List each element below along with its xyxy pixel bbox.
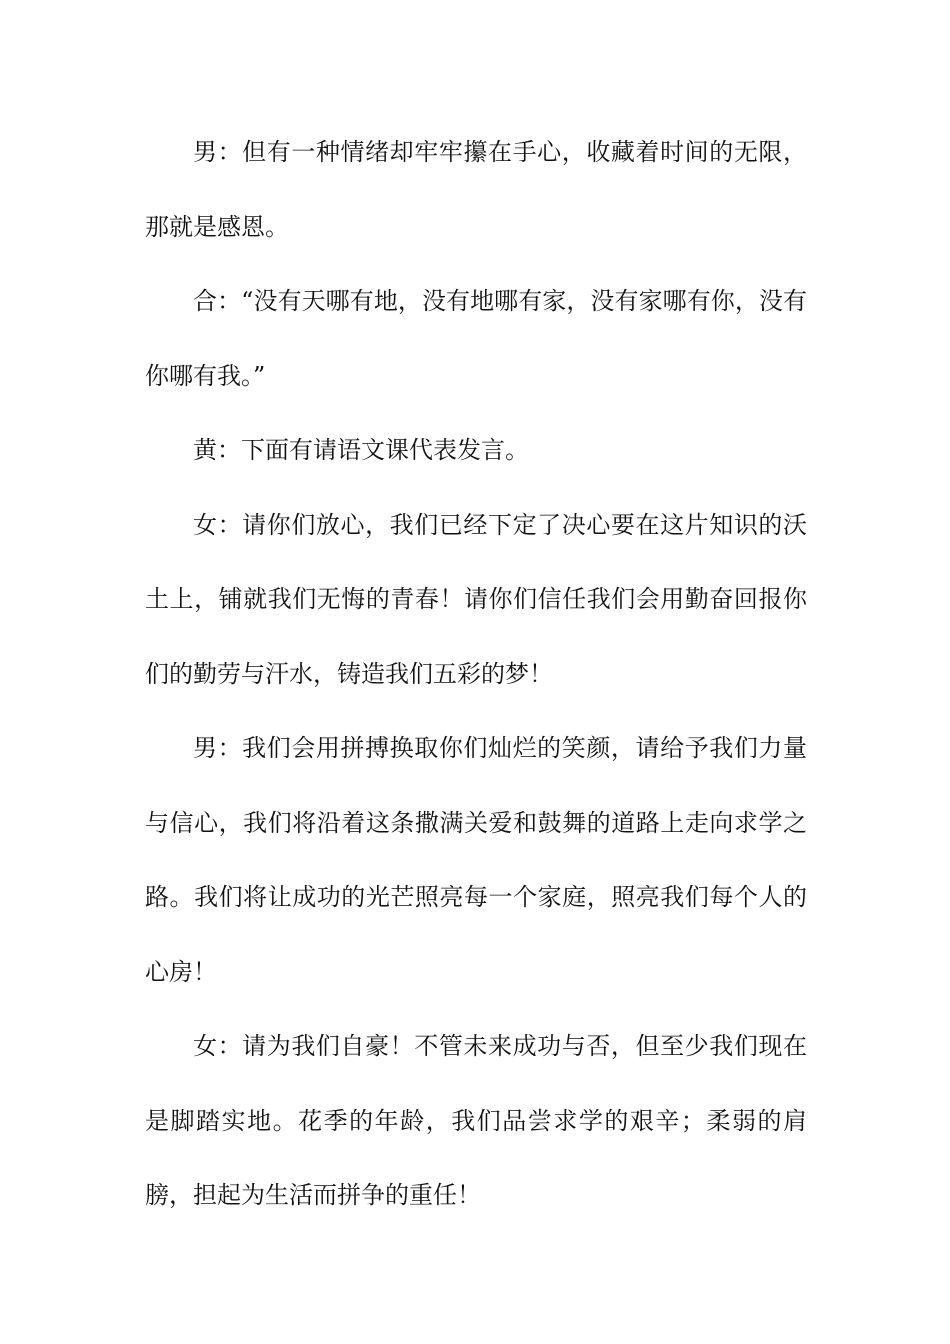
- paragraph: 合：“没有天哪有地，没有地哪有家，没有家哪有你，没有你哪有我。”: [145, 287, 807, 390]
- paragraph: 男：我们会用拼搏换取你们灿烂的笑颜，请给予我们力量与信心，我们将沿着这条撒满关爱和鼓舞的道路上走向求学之路。我们将让成功的光芒照亮每一个家庭，照亮我们每个人的心房！: [145, 734, 807, 986]
- paragraph: 女：请为我们自豪！不管未来成功与否，但至少我们现在是脚踏实地。花季的年龄，我们品尝求学的艰辛；柔弱的肩膀，担起为生活而拼争的重任！: [145, 1032, 807, 1209]
- paragraph: 女：请你们放心，我们已经下定了决心要在这片知识的沃土上，铺就我们无悔的青春！请你们信任我们会用勤奋回报你们的勤劳与汗水，铸造我们五彩的梦！: [145, 510, 807, 688]
- document-body: [145, 115, 807, 1233]
- paragraph: 男：但有一种情绪却牢牢攥在手心，收藏着时间的无限，那就是感恩。: [145, 138, 807, 241]
- paragraph: 黄：下面有请语文课代表发言。: [193, 436, 529, 464]
